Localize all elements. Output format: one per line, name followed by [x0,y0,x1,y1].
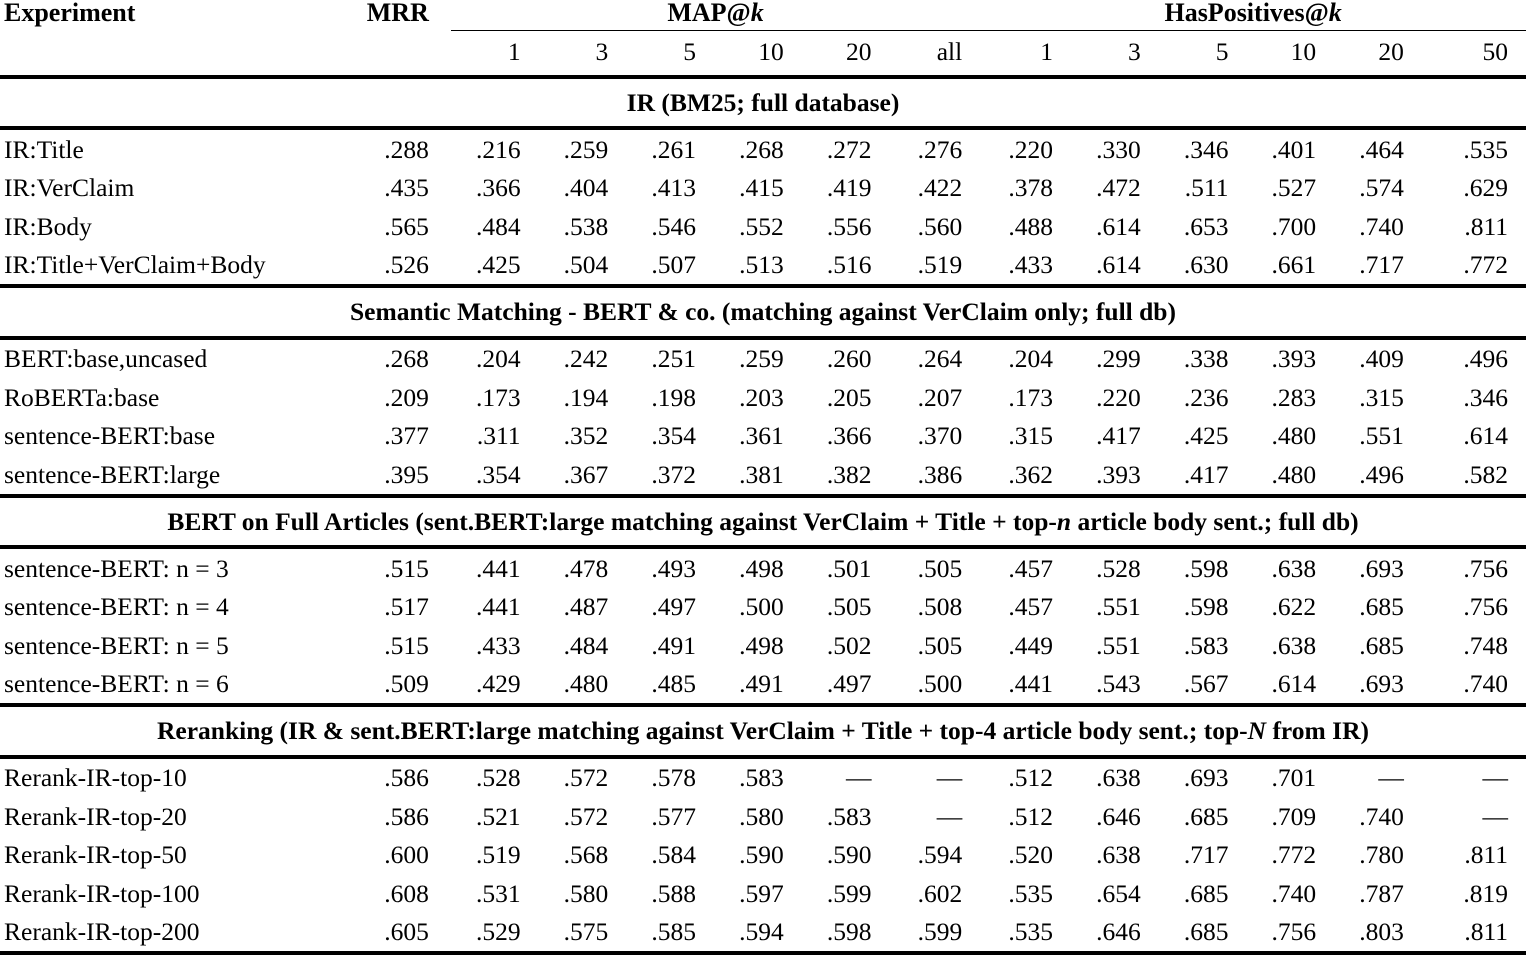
cell-value: .740 [1271,878,1317,908]
cell-value: .583 [826,801,872,831]
subheader-map-3: 3 [595,37,609,66]
row-label: sentence-BERT: n = 4 [4,592,229,621]
row-label: Rerank-IR-top-100 [4,878,200,908]
cell-value: .520 [1008,840,1054,869]
subheader-has-1: 1 [1040,37,1054,66]
cell-value: .756 [1463,553,1508,583]
cell-value: .598 [1183,553,1229,583]
cell-value: .535 [1008,878,1054,908]
cell-value: .717 [1359,250,1404,279]
cell-value: .500 [739,592,784,621]
cell-value: .521 [475,801,521,831]
section-title-row [0,287,1526,337]
cell-value: .425 [1183,421,1229,450]
cell-value: .299 [1096,344,1141,373]
cell-value: .505 [917,630,963,660]
cell-value: .535 [1463,134,1508,164]
cell-value: .497 [651,592,696,621]
cell-value: .209 [384,382,429,412]
cell-value: .661 [1271,250,1317,279]
table-row [0,548,1526,588]
cell-value: .608 [384,878,429,908]
cell-value: .811 [1464,917,1508,946]
table-row [0,626,1526,665]
cell-value: .638 [1096,763,1141,792]
map-group-label: MAP@ [667,0,751,27]
cell-value: .630 [1183,250,1229,279]
table-row [0,913,1526,953]
cell-value: .572 [563,763,609,792]
cell-value: .264 [917,344,963,373]
cell-value: .401 [1271,134,1317,164]
subheader-has-50: 50 [1482,37,1508,66]
cell-value: .413 [651,173,696,202]
column-group-header-haspositives [980,0,1526,31]
cell-value: .346 [1463,382,1508,412]
cell-value: .700 [1271,211,1317,241]
cell-value: .484 [563,630,609,660]
cell-value: .685 [1359,630,1404,660]
cell-value: .614 [1271,669,1317,698]
cell-value: .519 [917,250,963,279]
cell-value: .419 [826,173,872,202]
header-group-row [0,0,1526,31]
cell-value: .382 [826,459,872,489]
cell-value: .583 [1183,630,1229,660]
cell-value: .578 [651,763,696,792]
cell-value: .515 [384,553,429,583]
cell-value: .478 [563,553,609,583]
cell-value: .393 [1096,459,1141,489]
cell-value: .457 [1008,592,1054,621]
table-header [0,0,1526,78]
cell-value: .574 [1359,173,1404,202]
cell-value: .276 [917,134,963,164]
cell-value: .220 [1096,382,1141,412]
cell-value: .756 [1463,592,1508,621]
cell-value: .654 [1096,878,1141,908]
cell-value: .529 [475,917,521,946]
table-row [0,339,1526,379]
cell-value: .535 [1008,917,1054,946]
table-row [0,758,1526,798]
cell-value: .567 [1183,669,1229,698]
cell-value: .207 [917,382,963,412]
cell-value: .488 [1008,211,1054,241]
cell-value: .261 [651,134,696,164]
cell-value: .381 [739,459,784,489]
cell-value: .372 [651,459,696,489]
cell-value: .622 [1271,592,1317,621]
cell-value: .572 [563,801,609,831]
table-row [0,207,1526,246]
cell-value: .584 [651,840,696,869]
cell-value: .515 [384,630,429,660]
row-label: IR:Title+VerClaim+Body [4,250,266,279]
cell-value: .493 [651,553,696,583]
column-group-header-map [451,0,980,31]
cell-value: .629 [1463,173,1508,202]
cell-value: .260 [826,344,872,373]
cell-value: .315 [1008,421,1054,450]
cell-value: .588 [651,878,696,908]
cell-value: .504 [563,250,609,279]
cell-value: .531 [475,878,521,908]
row-label: BERT:base,uncased [4,344,208,373]
cell-value: .441 [1008,669,1054,698]
cell-value: .780 [1359,840,1404,869]
cell-value: .441 [475,553,521,583]
cell-value: .546 [651,211,696,241]
subheader-blank-experiment [0,31,306,76]
cell-value: .646 [1096,801,1141,831]
cell-value: .449 [1008,630,1054,660]
subheader-map-1: 1 [507,37,521,66]
cell-value: .693 [1183,763,1229,792]
cell-value: .259 [739,344,784,373]
cell-value: .517 [384,592,429,621]
table-row [0,874,1526,913]
cell-value: .638 [1096,840,1141,869]
cell-value: .370 [917,421,963,450]
cell-value: .198 [651,382,696,412]
cell-value: .496 [1463,344,1508,373]
cell-value: .173 [1008,382,1054,412]
cell-value: .484 [475,211,521,241]
cell-value: .354 [475,459,521,489]
row-label: Rerank-IR-top-10 [4,763,187,792]
cell-value: .803 [1359,917,1404,946]
cell-value: .338 [1183,344,1229,373]
cell-value: .425 [475,250,521,279]
row-label: IR:Body [4,211,92,241]
section-title-row [0,78,1526,128]
table-row [0,455,1526,495]
cell-value: .509 [384,669,429,698]
row-label: Rerank-IR-top-200 [4,917,200,946]
row-label: IR:Title [4,134,84,164]
table-body [0,78,1526,955]
cell-value: .377 [384,421,429,450]
row-label: Rerank-IR-top-20 [4,801,187,831]
cell-value: .194 [563,382,609,412]
cell-value: .600 [384,840,429,869]
cell-value: .485 [651,669,696,698]
cell-value: .435 [384,173,429,202]
cell-value: .283 [1271,382,1317,412]
map-group-italic-k: k [750,0,764,27]
section-title-italic-token: N [1247,716,1267,745]
cell-value: .513 [739,250,784,279]
cell-value: .501 [826,553,872,583]
subheader-map-20: 20 [845,37,872,66]
cell-value: .575 [563,917,609,946]
cell-value: .551 [1096,630,1141,660]
cell-value: .242 [563,344,609,373]
cell-value: .251 [651,344,696,373]
cell-value: — [936,763,963,792]
cell-value: .512 [1008,763,1054,792]
cell-value: .646 [1096,917,1141,946]
cell-value: .433 [1008,250,1054,279]
cell-value: .709 [1271,801,1317,831]
cell-value: .496 [1359,459,1404,489]
cell-value: .378 [1008,173,1054,202]
cell-value: .693 [1359,553,1404,583]
cell-value: .819 [1463,878,1508,908]
cell-value: .685 [1359,592,1404,621]
cell-value: .498 [739,630,784,660]
cell-value: .528 [475,763,521,792]
row-label: Rerank-IR-top-50 [4,840,187,869]
cell-value: .552 [739,211,784,241]
cell-value: .568 [563,840,609,869]
cell-value: .638 [1271,553,1317,583]
row-label: IR:VerClaim [4,173,135,202]
cell-value: .511 [1184,173,1229,202]
cell-value: .748 [1463,630,1508,660]
cell-value: .543 [1096,669,1141,698]
cell-value: .417 [1096,421,1141,450]
subheader-has-3: 3 [1127,37,1141,66]
cell-value: .464 [1359,134,1404,164]
cell-value: .538 [563,211,609,241]
cell-value: .480 [1271,421,1317,450]
row-label: sentence-BERT: n = 5 [4,630,229,660]
section-title: Semantic Matching - BERT & co. (matching against VerClaim only; full db) [350,297,1176,326]
cell-value: .259 [563,134,609,164]
cell-value: .638 [1271,630,1317,660]
cell-value: .772 [1271,840,1317,869]
cell-value: .565 [384,211,429,241]
cell-value: .236 [1183,382,1229,412]
table-row [0,417,1526,456]
cell-value: .685 [1183,917,1229,946]
cell-value: .480 [1271,459,1317,489]
cell-value: .516 [826,250,872,279]
section-title: BERT on Full Articles (sent.BERT:large matching against VerClaim + Title + top-n article body sent.; full db) [167,506,1359,536]
cell-value: .386 [917,459,963,489]
subheader-map-10: 10 [758,37,784,66]
cell-value: .614 [1096,250,1141,279]
cell-value: .560 [917,211,963,241]
cell-value: .685 [1183,801,1229,831]
cell-value: .395 [384,459,429,489]
cell-value: .367 [563,459,609,489]
cell-value: — [1482,763,1508,792]
cell-value: .491 [739,669,784,698]
cell-value: .505 [917,553,963,583]
table-row [0,836,1526,875]
table-row [0,588,1526,627]
cell-value: .512 [1008,801,1054,831]
cell-value: .204 [475,344,521,373]
table-bottom-rule [0,952,1526,954]
cell-value: .551 [1096,592,1141,621]
has-group-italic-k: k [1328,0,1342,27]
cell-value: .433 [475,630,521,660]
rule [0,952,1526,954]
cell-value: .415 [739,173,784,202]
cell-value: .216 [475,134,521,164]
cell-value: .528 [1096,553,1141,583]
cell-value: .268 [384,344,429,373]
cell-value: .204 [1008,344,1054,373]
cell-value: .594 [917,840,963,869]
cell-value: .519 [475,840,521,869]
cell-value: .429 [475,669,521,698]
cell-value: .551 [1359,421,1404,450]
row-label: RoBERTa:base [4,382,160,412]
has-group-label: HasPositives@ [1164,0,1329,27]
cell-value: .582 [1463,459,1508,489]
cell-value: .457 [1008,553,1054,583]
cell-value: .366 [826,421,872,450]
cell-value: .366 [475,173,521,202]
cell-value: .272 [826,134,872,164]
cell-value: .497 [826,669,872,698]
section-title-italic-token: n [1056,506,1072,536]
table-row [0,797,1526,836]
subheader-has-5: 5 [1215,37,1229,66]
cell-value: .594 [739,917,784,946]
cell-value: .580 [563,878,609,908]
cell-value: .417 [1183,459,1229,489]
cell-value: .311 [476,421,521,450]
section-title: Reranking (IR & sent.BERT:large matching against VerClaim + Title + top-4 article body sent.; top-N from IR) [157,716,1369,745]
table-row [0,169,1526,208]
cell-value: .556 [826,211,872,241]
cell-value: .505 [826,592,872,621]
subheader-has-20: 20 [1378,37,1404,66]
cell-value: .500 [917,669,963,698]
cell-value: .653 [1183,211,1229,241]
cell-value: — [1482,801,1508,831]
cell-value: .498 [739,553,784,583]
cell-value: .585 [651,917,696,946]
cell-value: .491 [651,630,696,660]
subheader-blank-mrr [306,31,451,76]
cell-value: .756 [1271,917,1317,946]
cell-value: .354 [651,421,696,450]
cell-value: .203 [739,382,784,412]
cell-value: .772 [1463,250,1508,279]
cell-value: .740 [1463,669,1508,698]
section-title-row [0,706,1526,756]
cell-value: .577 [651,801,696,831]
cell-value: .220 [1008,134,1054,164]
table-row [0,378,1526,417]
cell-value: .599 [826,878,872,908]
cell-value: .580 [739,801,784,831]
cell-value: .288 [384,134,429,164]
row-label: sentence-BERT: n = 6 [4,669,229,698]
cell-value: .422 [917,173,963,202]
cell-value: .740 [1359,211,1404,241]
cell-value: .173 [475,382,521,412]
cell-value: .614 [1463,421,1508,450]
column-header-experiment: Experiment [4,0,136,27]
cell-value: .502 [826,630,872,660]
subheader-map-all: all [936,37,963,66]
cell-value: .330 [1096,134,1141,164]
header-subcolumn-row [0,31,1526,76]
cell-value: .361 [739,421,784,450]
cell-value: .352 [563,421,609,450]
section-title: IR (BM25; full database) [626,87,900,117]
cell-value: .605 [384,917,429,946]
cell-value: .811 [1464,840,1508,869]
cell-value: .205 [826,382,872,412]
table-row [0,246,1526,286]
cell-value: .701 [1271,763,1317,792]
cell-value: .507 [651,250,696,279]
cell-value: .527 [1271,173,1317,202]
cell-value: .268 [739,134,784,164]
cell-value: .487 [563,592,609,621]
cell-value: — [936,801,963,831]
cell-value: .409 [1359,344,1404,373]
cell-value: .480 [563,669,609,698]
subheader-map-5: 5 [683,37,696,66]
cell-value: .598 [826,917,872,946]
cell-value: .590 [739,840,784,869]
cell-value: .811 [1464,211,1508,241]
cell-value: .508 [917,592,963,621]
cell-value: .393 [1271,344,1317,373]
cell-value: — [845,763,872,792]
cell-value: .685 [1183,878,1229,908]
cell-value: .787 [1359,878,1404,908]
cell-value: .597 [739,878,784,908]
cell-value: .441 [475,592,521,621]
cell-value: .404 [563,173,609,202]
cell-value: .602 [917,878,963,908]
section-title-row [0,497,1526,547]
cell-value: .740 [1359,801,1404,831]
cell-value: .583 [739,763,784,792]
cell-value: — [1378,763,1404,792]
cell-value: .717 [1183,840,1229,869]
row-label: sentence-BERT:base [4,421,216,450]
cell-value: .693 [1359,669,1404,698]
cell-value: .362 [1008,459,1054,489]
cell-value: .586 [384,801,429,831]
cell-value: .598 [1183,592,1229,621]
row-label: sentence-BERT: n = 3 [4,553,229,583]
cell-value: .599 [917,917,963,946]
table-row [0,665,1526,705]
cell-value: .526 [384,250,429,279]
cell-value: .472 [1096,173,1141,202]
row-label: sentence-BERT:large [4,459,221,489]
cell-value: .315 [1359,382,1404,412]
column-header-mrr: MRR [366,0,429,27]
subheader-has-10: 10 [1290,37,1317,66]
table-row [0,129,1526,169]
cell-value: .586 [384,763,429,792]
cell-value: .590 [826,840,872,869]
cell-value: .614 [1096,211,1141,241]
cell-value: .346 [1183,134,1229,164]
